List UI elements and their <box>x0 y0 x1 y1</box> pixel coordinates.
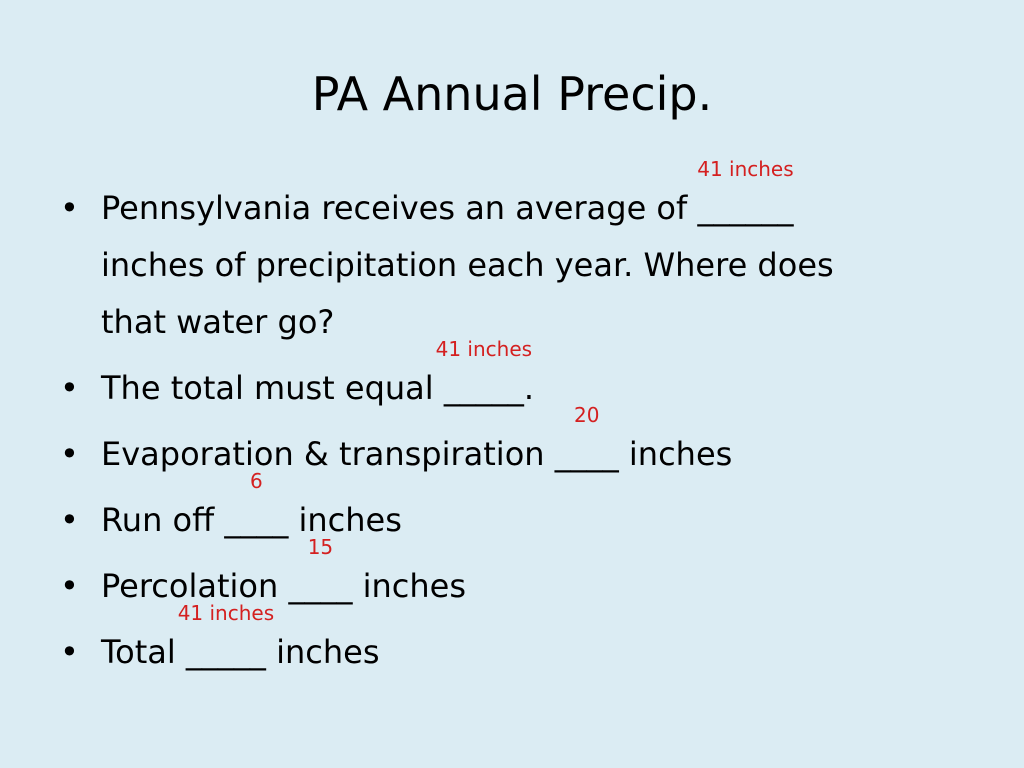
bullet-line: that water go? <box>101 303 335 341</box>
bullet-text: . <box>523 369 534 407</box>
bullet-item-evaporation <box>60 403 980 483</box>
bullet-line <box>101 157 980 237</box>
fill-in-blank <box>697 157 794 237</box>
blank-underline: ____ <box>554 435 619 473</box>
blank-underline: ____ <box>288 567 353 605</box>
bullet-text: Percolation <box>101 567 289 605</box>
bullet-text: Pennsylvania receives an average of <box>101 189 698 227</box>
handwritten-answer: 20 <box>573 403 600 427</box>
blank-underline: _____ <box>185 633 266 671</box>
slide-title: PA Annual Precip. <box>311 67 713 121</box>
bullet-text: inches <box>265 633 380 671</box>
bullet-text: inches <box>618 435 733 473</box>
fill-in-blank <box>224 469 289 549</box>
handwritten-answer: 15 <box>307 535 334 559</box>
bullet-list <box>60 157 980 690</box>
blank-underline: _____ <box>443 369 524 407</box>
handwritten-answer: 41 inches <box>177 601 275 625</box>
fill-in-blank <box>288 535 353 615</box>
blank-underline: ____ <box>224 501 289 539</box>
bullet-item-total-must-equal <box>60 337 980 417</box>
blank-underline: ______ <box>697 189 794 227</box>
bullet-item-run-off <box>60 469 980 549</box>
handwritten-answer: 41 inches <box>435 337 533 361</box>
bullet-text: inches <box>288 501 402 539</box>
fill-in-blank <box>435 337 533 417</box>
bullet-text: The total must equal <box>101 369 444 407</box>
bullet-item-total <box>60 601 980 681</box>
bullet-line: inches of precipitation each year. Where does <box>101 246 834 284</box>
handwritten-answer: 6 <box>249 469 263 493</box>
fill-in-blank <box>177 601 275 681</box>
bullet-item-average <box>60 157 980 351</box>
bullet-text: Total <box>101 633 186 671</box>
handwritten-answer: 41 inches <box>697 157 794 181</box>
bullet-text: inches <box>352 567 467 605</box>
fill-in-blank <box>554 403 619 483</box>
bullet-text: Run off <box>101 501 225 539</box>
bullet-text: Evaporation & transpiration <box>101 435 555 473</box>
